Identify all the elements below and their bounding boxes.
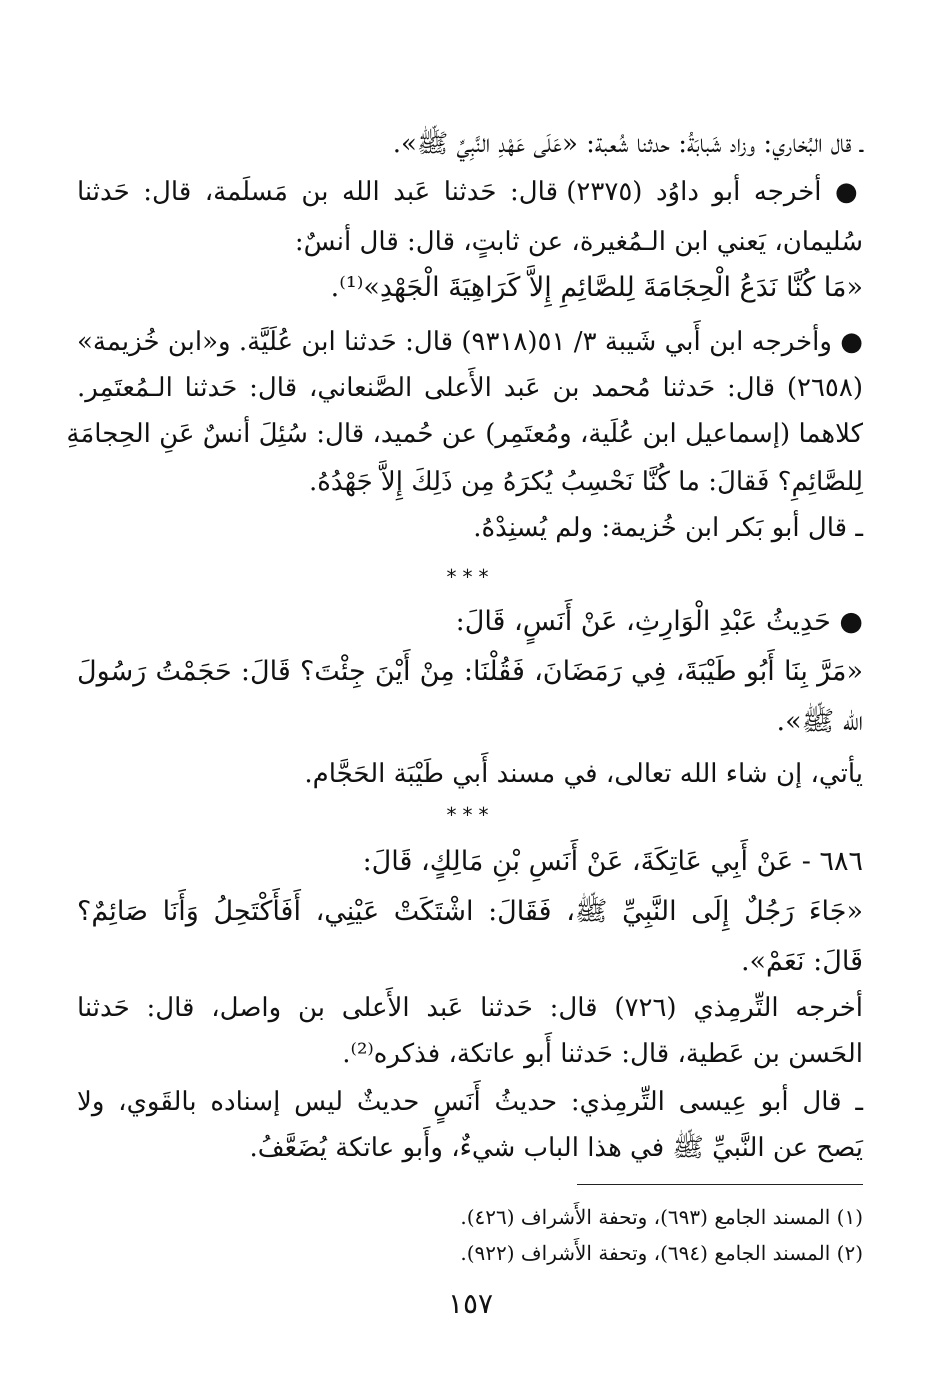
footnote-1: (١) المسند الجامع (٦٩٣)، وتحفة الأَشراف (٤٢٦). — [460, 1205, 863, 1229]
text-line-sulayman: سُليمان، يَعني ابن الـمُغيرة، عن ثابتٍ، قال: قال أنسٌ: — [294, 227, 863, 257]
footnote-2: (٢) المسند الجامع (٦٩٤)، وتحفة الأَشراف (٩٢٢). — [460, 1241, 863, 1265]
footnote-divider — [577, 1184, 863, 1185]
hadith-quote-hijama: «مَا كُنَّا نَدَعُ الْحِجَامَةَ لِلصَّائِمِ إِلاَّ كَرَاهِيَةَ الْجَهْدِ»⁽¹⁾. — [330, 272, 863, 303]
hadith-quote-end: الله ﷺ». — [776, 706, 863, 737]
text-line-anas-answer: لِلصَّائِمِ؟ فَقالَ: ما كُنَّا نَحْسِبُ يُكرَهُ مِن ذَلِكَ إِلاَّ جَهْدُهُ. — [309, 467, 863, 497]
page-number: ١٥٧ — [447, 1287, 494, 1320]
hadith-quote-abu-tayba: «مَرَّ بِنَا أَبُو طَيْبَةَ، فِي رَمَضَانَ، فَقُلْنَا: مِنْ أَيْنَ جِئْتَ؟ قَالَ: حَجَمْتُ رَسُولَ — [77, 656, 863, 687]
text-line-tirmidhi-grading: ـ قال أبو عِيسى التِّرمِذي: حديثُ أَنَسٍ حديثٌ ليس إسناده بالقَوي، ولا — [77, 1087, 863, 1117]
text-line-bukhari-note: ـ قال البُخاري: وزاد شَبابَةُ: حدثنا شُعبة: «عَلَى عَهْدِ النَّبِيِّ ﷺ». — [392, 129, 863, 159]
text-line-ibn-khuzayma: (٢٦٥٨) قال: حَدثنا مُحمد بن عَبد الأَعلى الصَّنعاني، قال: حَدثنا الـمُعتَمِر. — [77, 373, 863, 403]
text-line-abu-bakr-note: ـ قال أبو بَكر ابن خُزيمة: ولم يُسنِدْهُ. — [473, 513, 863, 543]
text-line-ibn-abi-shayba: ● وأخرجه ابن أَبي شَيبة ٣/ ٥١(٩٣١٨) قال: حَدثنا ابن عُلَيَّة. و«ابن خُزيمة» — [77, 327, 863, 357]
text-line-abu-atika-weak: يَصح عن النَّبيِّ ﷺ في هذا الباب شيءٌ، وأَبو عاتكة يُضَعَّفُ. — [249, 1133, 863, 1163]
hadith-heading-abd-al-warith: ● حَدِيثُ عَبْدِ الْوَارِثِ، عَنْ أَنَسٍ، قَالَ: — [455, 606, 863, 637]
hadith-quote-kuhl: «جَاءَ رَجُلٌ إِلَى النَّبِيِّ ﷺ، فَقَالَ: اشْتَكَتْ عَيْنِي، أَفَأَكْتَحِلُ وَأَنَا صَائِمٌ؟ — [77, 896, 863, 927]
text-line-cross-reference: يأتي، إن شاء الله تعالى، في مسند أَبي طَيْبَة الحَجَّام. — [304, 759, 863, 789]
text-line-abu-dawud: ● أخرجه أبو داوُد (٢٣٧٥) قال: حَدثنا عَبد الله بن مَسلَمة، قال: حَدثنا — [77, 177, 863, 207]
hadith-quote-answer: قَالَ: نَعَمْ». — [740, 946, 863, 977]
text-line-both-narrators: كلاهما (إسماعيل ابن عُلَية، ومُعتَمِر) عن حُميد، قال: سُئِلَ أنسٌ عَنِ الحِجامَةِ — [66, 419, 863, 449]
section-separator: *** — [446, 565, 495, 589]
text-line-tirmidhi: أخرجه التِّرمِذي (٧٢٦) قال: حَدثنا عَبد الأَعلى بن واصل، قال: حَدثنا — [77, 993, 864, 1023]
hadith-heading-686: ٦٨٦ - عَنْ أَبِي عَاتِكَةَ، عَنْ أَنَسِ بْنِ مَالِكٍ، قَالَ: — [362, 846, 863, 877]
section-separator: *** — [446, 803, 495, 827]
text-line-hasan-ibn-atiyya: الحَسن بن عَطية، قال: حَدثنا أَبو عاتكة، فذكره⁽²⁾. — [342, 1039, 863, 1069]
